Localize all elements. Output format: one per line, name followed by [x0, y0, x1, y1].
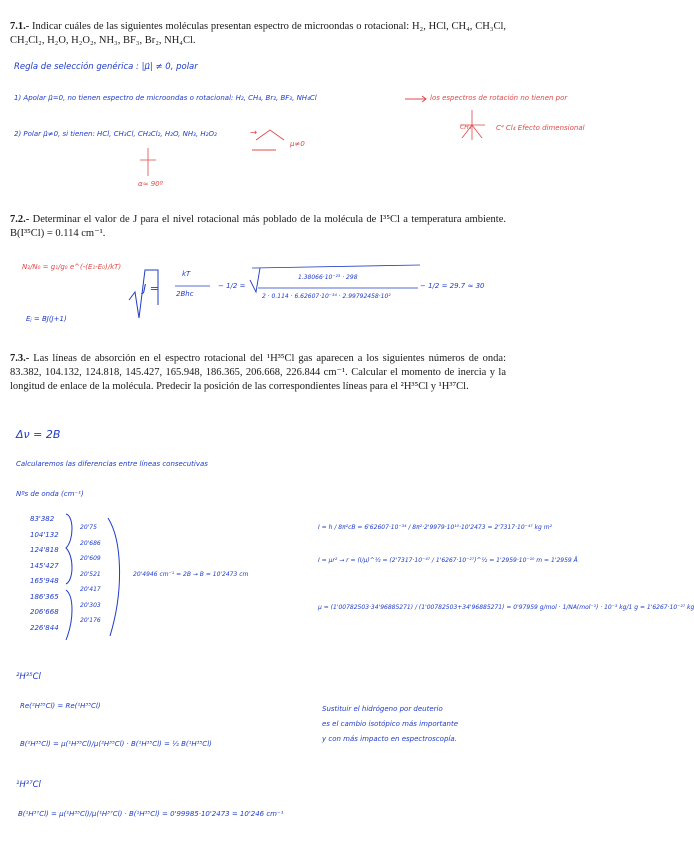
arrow-glyph: → [250, 128, 258, 138]
list-item: 186'365 [30, 592, 59, 601]
boltzmann-ratio: N₂/N₀ = g₁/g₀ e^(-(E₁-E₀)/kT) [22, 263, 122, 271]
j-formula-result: − 1/2 = 29.7 ≈ 30 [420, 282, 485, 290]
problem-statement: Las líneas de absorción en el espectro rotacional del ¹H³⁵Cl gas aparecen a los siguientes números de onda: 83.382, 104.132, 124.818, 145.427, 165.948, 186.365, 206.668, 226.844 cm⁻¹. Calcular el momento de inercia y la longitud de enlace de la molécula. Predecir la posición de las correspondientes líneas para el ²H³⁵Cl y ¹H³⁷Cl. [10, 353, 507, 392]
side-note: los espectros de rotación no tienen por [430, 94, 568, 102]
problem-statement: Determinar el valor de J para el nivel rotacional más poblado de la molécula de I³⁵Cl a temperatura ambiente. B(I³⁵Cl) = 0.114 cm⁻¹. [10, 214, 506, 239]
list-item: 226'844 [30, 623, 59, 632]
list-item: 20'303 [80, 601, 101, 609]
bond-equal-note: Re(²H³⁵Cl) = Re(¹H³⁵Cl) [20, 702, 101, 710]
list-brace [66, 514, 72, 640]
ch4-sketch [460, 110, 485, 140]
polar-note: 2) Polar μ⃗≠0, si tienen: HCl, CH₃Cl, CH₂Cl₂, H₂O, NH₃, H₂O₂ [14, 130, 217, 138]
list-item: 20'75 [80, 524, 97, 531]
list-item: 20'176 [80, 617, 101, 624]
selection-rule-note: Regla de selección genérica : |μ⃗| ≠ 0, polar [14, 62, 198, 72]
angle-sketch [140, 148, 156, 176]
problem-number: 7.2.- [10, 214, 30, 225]
energy-formula: Eⱼ = BJ(J+1) [26, 315, 67, 323]
isotope-note-line: Sustituir el hidrógeno por deuterio [322, 705, 443, 713]
list-item: 145'427 [30, 561, 59, 570]
j-formula-frac-num: kT [182, 270, 191, 278]
problem-number: 7.3.- [10, 353, 30, 364]
ch4-label: CH₄ [460, 124, 472, 131]
bond-length-formula: I = μr² → r = (I/μ)^½ = (2'7317·10⁻⁴⁷ / 1'6267·10⁻²⁷)^½ = 1'2959·10⁻¹⁰ m = 1'2959 Å [318, 557, 578, 564]
isotope-note-line: es el cambio isotópico más importante [322, 720, 459, 728]
j-formula-frac-den: 2Bhc [176, 290, 194, 298]
list-item: 104'132 [30, 530, 59, 539]
j-formula-numerator: 1.38066·10⁻²³ · 298 [298, 274, 358, 281]
isotope-note-line: y con más impacto en espectroscopía. [322, 735, 457, 743]
list-item: 165'948 [30, 577, 59, 585]
side-note-2: C⁴ Cl₄ Efecto dimensional [496, 124, 585, 132]
list-item: 124'818 [30, 546, 59, 554]
root-bar [252, 265, 420, 288]
problem-statement: Indicar cuáles de las siguientes moléculas presentan espectro de microondas o rotacional: H₂, HCl, CH₄, CH₃Cl, CH₂Cl₂, H₂O, H₂O₂, NH₃, BF₃, Br₂, NH₄Cl. [10, 21, 506, 46]
sqrt-sign [129, 270, 158, 318]
list-item: 206'668 [30, 608, 59, 616]
inertia-formula: I = h / 8π²cB = 6'62607·10⁻³⁴ / 8π²·2'9979·10¹⁰·10'2473 = 2'7317·10⁻⁴⁷ kg m² [318, 524, 552, 531]
mu-label: μ≠0 [290, 140, 305, 148]
list-item: 20'417 [80, 586, 101, 593]
list-item: 20'686 [80, 539, 101, 547]
differences-heading: Calcularemos las diferencias entre líneas consecutivas [16, 460, 208, 468]
j-formula-minus: − 1/2 = [218, 282, 246, 290]
water-molecule-sketch [252, 130, 284, 150]
delta-formula: Δν = 2B [16, 428, 61, 441]
angle-label: α≈ 90º [138, 180, 163, 188]
apolar-note: 1) Apolar μ⃗=0, no tienen espectro de microondas o rotacional: H₂, CH₄, Br₂, BF₃, NH₄Cl [14, 94, 317, 102]
h37-b-formula: B(¹H³⁷Cl) = μ(¹H³⁵Cl)/μ(¹H³⁷Cl) · B(¹H³⁵Cl) = 0'99985·10'2473 = 10'246 cm⁻¹ [18, 810, 284, 818]
problem-number: 7.1.- [10, 21, 30, 32]
list-item: 20'609 [80, 555, 101, 562]
diff-brace [108, 518, 120, 636]
list-item: 83'382 [30, 515, 55, 523]
j-formula-lhs: J = [143, 282, 159, 295]
mean-result: 20'4946 cm⁻¹ = 2B → B = 10'2473 cm [133, 571, 249, 578]
deuterium-heading: ²H³⁵Cl [16, 672, 41, 682]
wavenumbers-label: Nºs de onda (cm⁻¹) [16, 490, 84, 498]
h37-heading: ¹H³⁷Cl [16, 780, 41, 790]
j-formula-denominator: 2 · 0.114 · 6.62607·10⁻³⁴ · 2.99792458·10² [262, 293, 391, 300]
deuterium-b-formula: B(²H³⁵Cl) = μ(¹H³⁵Cl)/μ(²H³⁵Cl) · B(¹H³⁵Cl) = ½ B(¹H³⁵Cl) [20, 740, 212, 748]
reduced-mass-formula: μ = (1'00782503·34'96885271) / (1'00782503+34'96885271) = 0'97959 g/mol · 1/NA(mol⁻¹) · 10⁻³ kg/1 g = 1'6267·10⁻²⁷ kg [318, 604, 694, 611]
list-item: 20'521 [80, 570, 101, 578]
